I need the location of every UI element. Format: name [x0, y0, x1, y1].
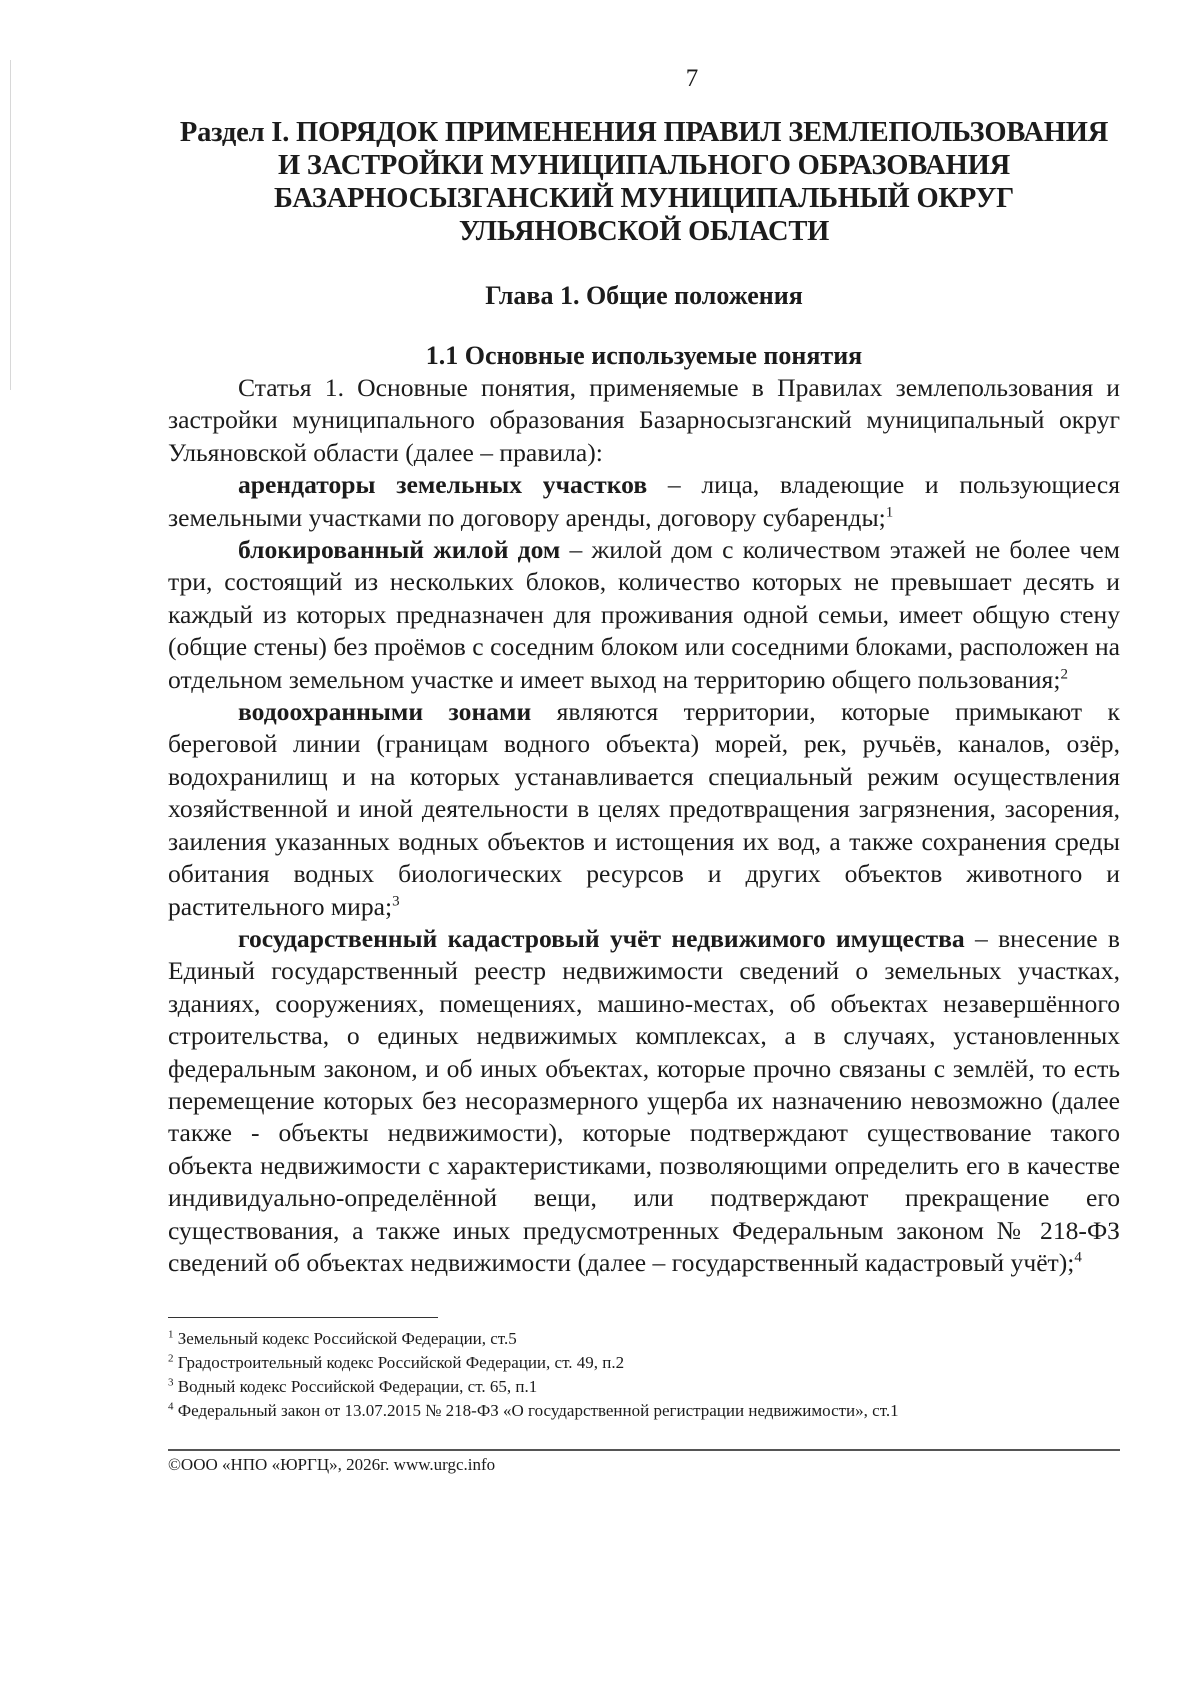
footnote-number: 3	[168, 1376, 174, 1389]
footnote-reference: 3	[392, 892, 400, 909]
footnote	[168, 1399, 1120, 1423]
scan-edge-mark	[10, 60, 11, 390]
footnote-text: Градостроительный кодекс Российской Федерации, ст. 49, п.2	[173, 1353, 625, 1373]
footnote-text: Федеральный закон от 13.07.2015 № 218-ФЗ «О государственной регистрации недвижимости», ст.1	[173, 1401, 899, 1421]
definition-term: водоохранными зонами	[238, 697, 532, 727]
definition-paragraph	[168, 696, 1120, 923]
footnote	[168, 1327, 1120, 1351]
footnote-separator	[168, 1317, 438, 1318]
footnote	[168, 1375, 1120, 1399]
footnote-text: Водный кодекс Российской Федерации, ст. 65, п.1	[173, 1377, 538, 1397]
definition-term: арендаторы земельных участков	[238, 470, 648, 500]
definition-term: блокированный жилой дом	[238, 535, 561, 565]
definition-text: – жилой дом с количеством этажей не более чем три, состоящий из нескольких блоков, количество которых не превышает десять и каждый из которых предназначен для проживания одной семьи, имеет общую стену (общие стены) без проёмов с соседним блоком или соседними блоками, расположен на отдельном земельном участке и имеет выход на территорию общего пользования;	[168, 535, 1120, 694]
footnote-reference: 1	[885, 504, 894, 521]
footnote-reference: 2	[1060, 666, 1068, 683]
definition-term: государственный кадастровый учёт недвижимого имущества	[238, 923, 965, 953]
section-title-line: БАЗАРНОСЫЗГАНСКИЙ МУНИЦИПАЛЬНЫЙ ОКРУГ	[273, 183, 1015, 214]
section-title-line: УЛЬЯНОВСКОЙ ОБЛАСТИ	[458, 216, 830, 247]
footnote-reference: 4	[1074, 1249, 1082, 1266]
document-page	[168, 64, 1120, 1476]
definition-text: являются территории, которые примыкают к береговой линии (границам водного объекта) морей, рек, ручьёв, каналов, озёр, водохранилищ и на которых устанавливается специальный режим осуществления хозяйственной и иной деятельности в целях предотвращения загрязнения, засорения, заиления указанных водных объектов и истощения их вод, а также сохранения среды обитания водных биологических ресурсов и других объектов животного и растительного мира;	[168, 697, 1120, 921]
section-title	[168, 116, 1120, 248]
definition-paragraph	[168, 469, 1120, 534]
subsection-title: 1.1 Основные используемые понятия	[425, 341, 863, 370]
definition-paragraph	[168, 534, 1120, 696]
footnote-number: 4	[168, 1400, 174, 1413]
definition-text: – внесение в Единый государственный реестр недвижимости сведений о земельных участках, зданиях, сооружениях, помещениях, машино-местах, об объектах незавершённого строительства, о единых недвижимых комплексах, а в случаях, установленных федеральным законом, и об иных объектах, которые прочно связаны с землёй, то есть перемещение которых без несоразмерного ущерба их назначению невозможно (далее также - объекты недвижимости), которые подтверждают существование такого объекта недвижимости с характеристиками, позволяющими определить его в качестве индивидуально-определённой вещи, или подтверждают прекращение его существования, а также иных предусмотренных Федеральным законом № 218-ФЗ сведений об объектах недвижимости (далее – государственный кадастровый учёт);	[168, 923, 1121, 1277]
definition-paragraph	[168, 923, 1120, 1279]
footnotes	[168, 1327, 1120, 1423]
chapter-title: Глава 1. Общие положения	[485, 281, 803, 310]
footnote-number: 2	[168, 1352, 174, 1365]
definition-text: – лица, владеющие и пользующиеся земельными участками по договору аренды, договору субаренды;	[168, 470, 1120, 532]
intro-paragraph: Статья 1. Основные понятия, применяемые в Правилах землепользования и застройки муниципального образования Базарносызганский муниципальный округ Ульяновской области (далее – правила):	[168, 373, 1120, 467]
section-title-line: И ЗАСТРОЙКИ МУНИЦИПАЛЬНОГО ОБРАЗОВАНИЯ	[278, 150, 1010, 181]
body-text	[168, 372, 1120, 1279]
footnote	[168, 1351, 1120, 1375]
footnote-text: Земельный кодекс Российской Федерации, ст.5	[173, 1329, 517, 1349]
footnote-number: 1	[168, 1328, 174, 1341]
section-title-line: Раздел I. ПОРЯДОК ПРИМЕНЕНИЯ ПРАВИЛ ЗЕМЛЕПОЛЬЗОВАНИЯ	[179, 117, 1109, 148]
footer-separator	[168, 1449, 1120, 1451]
page-number: 7	[685, 65, 699, 92]
page-footer: ©ООО «НПО «ЮРГЦ», 2026г. www.urgc.info	[168, 1455, 496, 1475]
